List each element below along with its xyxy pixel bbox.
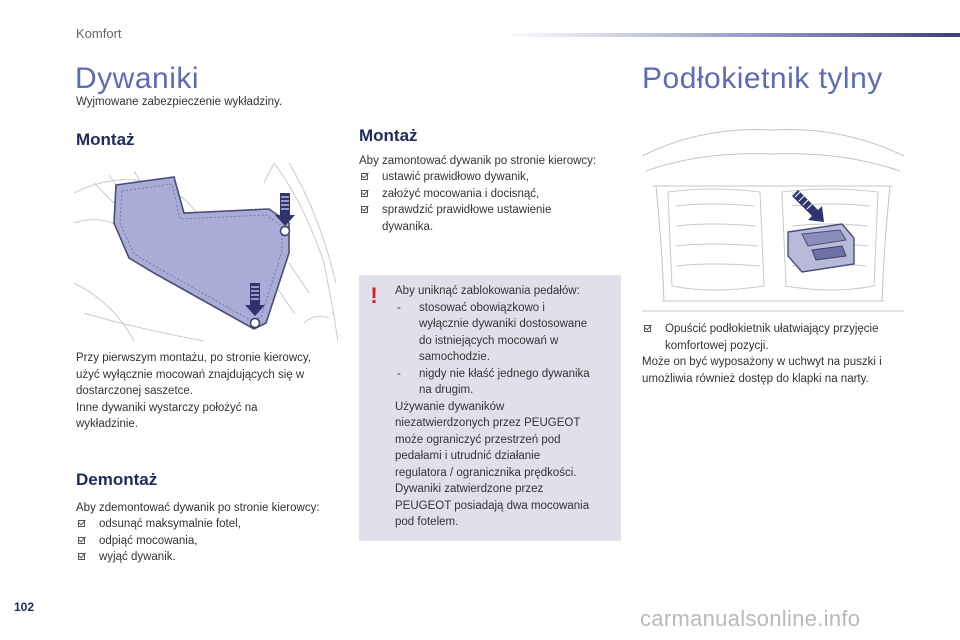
heading-montaz-middle: Montaż xyxy=(359,126,418,145)
list-item: sprawdzić prawidłowe ustawienie dywanika. xyxy=(359,202,619,235)
checkbox-icon xyxy=(361,173,368,180)
checkbox-icon xyxy=(644,325,651,332)
list-item: - stosować obowiązkowo i wyłącznie dywaniki dostosowane do istniejących mocowań w samochodzie. xyxy=(397,301,588,363)
montaz-line: Przy pierwszym montażu, po stronie kierowcy, xyxy=(76,352,311,364)
warning-note: Używanie dywaników niezatwierdzonych przez PEUGEOT może ograniczyć przestrzeń pod pedałami i utrudnić działanie regulatora / ogranicznika prędkości. Dywaniki zatwierdzone przez PEUGEOT posiadają dwa mocowania pod fotelem. xyxy=(395,400,590,528)
heading-montaz-left: Montaż xyxy=(76,130,135,149)
middle-steps xyxy=(359,169,619,235)
checkbox-icon xyxy=(78,553,85,560)
rear-armrest-illustration xyxy=(642,126,904,316)
montaz-line: dostarczonej saszetce. xyxy=(76,385,193,397)
list-item: wyjąć dywanik. xyxy=(76,549,241,566)
armrest-line: umożliwia również dostęp do klapki na narty. xyxy=(642,372,869,385)
armrest-paragraph xyxy=(642,354,942,387)
demontaz-intro: Aby zdemontować dywanik po stronie kierowcy: xyxy=(76,502,320,514)
watermark: carmanualsonline.info xyxy=(640,606,861,631)
armrest-line: Może on być wyposażony w uchwyt na puszki i xyxy=(642,356,882,368)
warning-intro: Aby uniknąć zablokowania pedałów: xyxy=(395,285,580,297)
heading-demontaz: Demontaż xyxy=(76,470,158,489)
checkbox-icon xyxy=(78,537,85,544)
list-item: Opuścić podłokietnik ułatwiający przyjęcie komfortowej pozycji. xyxy=(642,321,932,354)
montaz-paragraph xyxy=(76,350,346,433)
warning-exclamation-icon: ! xyxy=(370,283,378,308)
page-title-podlokietnik: Podłokietnik tylny xyxy=(642,62,883,95)
checkbox-icon xyxy=(78,520,85,527)
warning-content xyxy=(395,283,617,531)
montaz-line: Inne dywaniki wystarczy położyć na xyxy=(76,401,258,414)
warning-items xyxy=(395,300,617,399)
floor-mat-illustration xyxy=(74,163,338,341)
page-number: 102 xyxy=(14,600,35,614)
montaz-line: wykładzinie. xyxy=(76,418,138,430)
list-item: odsunąć maksymalnie fotel, xyxy=(76,516,241,533)
demontaz-steps xyxy=(76,516,241,566)
armrest-step xyxy=(642,321,932,354)
header-divider-bar xyxy=(500,33,960,37)
section-label: Komfort xyxy=(76,26,122,41)
list-item: ustawić prawidłowo dywanik, xyxy=(359,169,619,186)
page-title-dywaniki: Dywaniki xyxy=(75,62,200,95)
dash-marker: - xyxy=(397,301,401,314)
dash-marker: - xyxy=(397,367,401,380)
list-item: - nigdy nie kłaść jednego dywanika na drugim. xyxy=(397,367,590,396)
montaz-line: użyć wyłącznie mocowań znajdujących się w xyxy=(76,368,305,381)
middle-intro: Aby zamontować dywanik po stronie kierowcy: xyxy=(359,155,597,167)
subtitle: Wyjmowane zabezpieczenie wykładziny. xyxy=(76,96,283,108)
list-item: odpiąć mocowania, xyxy=(76,533,241,550)
checkbox-icon xyxy=(361,206,368,213)
checkbox-icon xyxy=(361,190,368,197)
list-item: założyć mocowania i docisnąć, xyxy=(359,186,619,203)
